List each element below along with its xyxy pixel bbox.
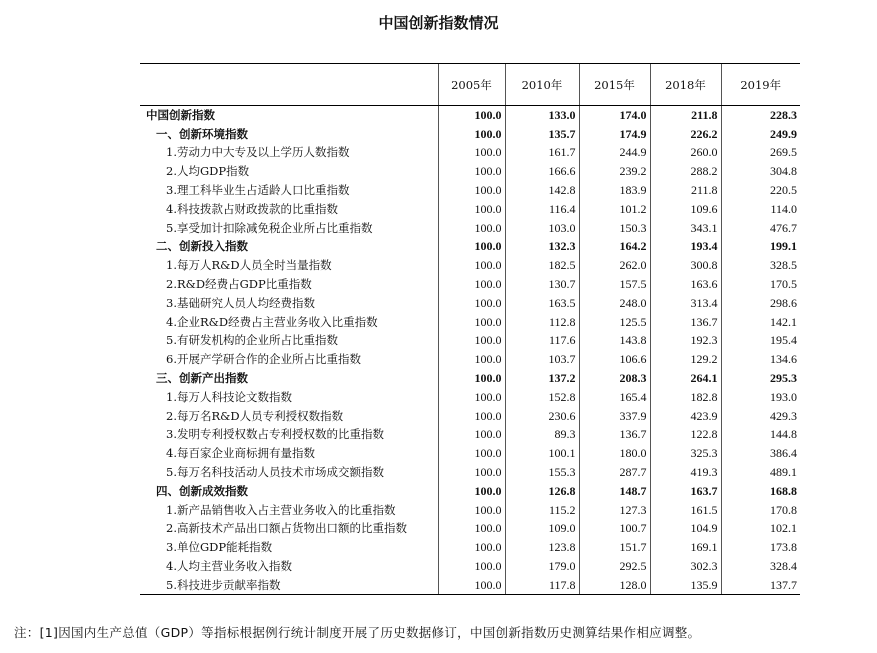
indicator-name: 4.每百家企业商标拥有量指数 (166, 446, 315, 461)
value-2019: 220.5 (721, 181, 800, 200)
indicator-name: 中国创新指数 (140, 106, 438, 125)
table-row (140, 369, 800, 388)
table-row (140, 293, 800, 312)
value-2015: 239.2 (579, 162, 650, 181)
value-2005: 100.0 (438, 500, 505, 519)
value-2018: 182.8 (650, 387, 721, 406)
indicator-name: 三、创新产出指数 (156, 371, 248, 386)
value-2018: 264.1 (650, 369, 721, 388)
value-2010: 130.7 (505, 275, 579, 294)
value-2015: 287.7 (579, 463, 650, 482)
value-2005: 100.0 (438, 406, 505, 425)
value-2018: 169.1 (650, 538, 721, 557)
table-row (140, 162, 800, 181)
value-2019: 199.1 (721, 237, 800, 256)
value-2015: 136.7 (579, 425, 650, 444)
indicator-name: 1.劳动力中大专及以上学历人数指数 (166, 145, 350, 160)
value-2018: 325.3 (650, 444, 721, 463)
value-2019: 114.0 (721, 199, 800, 218)
value-2015: 292.5 (579, 557, 650, 576)
table-title: 中国创新指数情况 (378, 14, 499, 32)
value-2018: 260.0 (650, 143, 721, 162)
value-2005: 100.0 (438, 237, 505, 256)
table-row (140, 181, 800, 200)
value-2019: 170.8 (721, 500, 800, 519)
value-2010: 123.8 (505, 538, 579, 557)
value-2015: 106.6 (579, 350, 650, 369)
indicator-name: 5.有研发机构的企业所占比重指数 (166, 333, 338, 348)
value-2010: 163.5 (505, 293, 579, 312)
value-2018: 122.8 (650, 425, 721, 444)
value-2018: 104.9 (650, 519, 721, 538)
value-2018: 163.6 (650, 275, 721, 294)
value-2019: 476.7 (721, 218, 800, 237)
indicator-name: 3.单位GDP能耗指数 (166, 540, 273, 555)
header-2018: 2018年 (650, 64, 721, 106)
value-2019: 269.5 (721, 143, 800, 162)
value-2010: 137.2 (505, 369, 579, 388)
innovation-index-table (140, 63, 800, 595)
indicator-name: 四、创新成效指数 (156, 483, 248, 498)
indicator-name: 2.每万名R&D人员专利授权数指数 (166, 408, 344, 423)
value-2005: 100.0 (438, 519, 505, 538)
indicator-name: 6.开展产学研合作的企业所占比重指数 (166, 352, 361, 367)
header-2015: 2015年 (579, 64, 650, 106)
table-row (140, 237, 800, 256)
header-indicator (140, 64, 438, 106)
value-2005: 100.0 (438, 162, 505, 181)
footnote: 注：[1]因国内生产总值（GDP）等指标根据例行统计制度开展了历史数据修订，中国创新指数历史测算结果作相应调整。 (14, 625, 701, 640)
value-2015: 262.0 (579, 256, 650, 275)
table-row (140, 256, 800, 275)
table-row (140, 463, 800, 482)
table-row (140, 199, 800, 218)
indicator-name: 4.企业R&D经费占主营业务收入比重指数 (166, 314, 378, 329)
indicator-name: 1.新产品销售收入占主营业务收入的比重指数 (166, 502, 396, 517)
value-2015: 148.7 (579, 481, 650, 500)
indicator-name: 一、创新环境指数 (156, 126, 248, 141)
table-row (140, 519, 800, 538)
value-2018: 211.8 (650, 181, 721, 200)
value-2005: 100.0 (438, 481, 505, 500)
value-2018: 300.8 (650, 256, 721, 275)
value-2010: 155.3 (505, 463, 579, 482)
value-2010: 103.7 (505, 350, 579, 369)
table-row (140, 387, 800, 406)
indicator-name: 2.高新技术产品出口额占货物出口额的比重指数 (166, 521, 407, 536)
value-2010: 112.8 (505, 312, 579, 331)
table-row (140, 218, 800, 237)
value-2015: 157.5 (579, 275, 650, 294)
value-2005: 100.0 (438, 350, 505, 369)
value-2019: 170.5 (721, 275, 800, 294)
indicator-name: 5.科技进步贡献率指数 (140, 575, 438, 594)
value-2015: 248.0 (579, 293, 650, 312)
value-2005: 100.0 (438, 199, 505, 218)
value-2015: 164.2 (579, 237, 650, 256)
indicator-name: 3.基础研究人员人均经费指数 (166, 295, 315, 310)
indicator-name: 2.R&D经费占GDP比重指数 (166, 277, 312, 292)
value-2005: 100.0 (438, 106, 505, 125)
value-2019: 193.0 (721, 387, 800, 406)
value-2010: 116.4 (505, 199, 579, 218)
table-row (140, 444, 800, 463)
value-2010: 115.2 (505, 500, 579, 519)
value-2010: 109.0 (505, 519, 579, 538)
value-2019: 298.6 (721, 293, 800, 312)
value-2005: 100.0 (438, 124, 505, 143)
value-2005: 100.0 (438, 256, 505, 275)
indicator-name: 二、创新投入指数 (156, 239, 248, 254)
value-2005: 100.0 (438, 275, 505, 294)
value-2018: 313.4 (650, 293, 721, 312)
value-2018: 135.9 (650, 575, 721, 594)
table-row (140, 124, 800, 143)
table-body (140, 106, 800, 595)
value-2018: 163.7 (650, 481, 721, 500)
table-row (140, 331, 800, 350)
value-2018: 419.3 (650, 463, 721, 482)
value-2019: 142.1 (721, 312, 800, 331)
value-2015: 151.7 (579, 538, 650, 557)
value-2005: 100.0 (438, 369, 505, 388)
indicator-name: 5.每万名科技活动人员技术市场成交额指数 (166, 465, 384, 480)
value-2010: 161.7 (505, 143, 579, 162)
value-2005: 100.0 (438, 425, 505, 444)
value-2010: 89.3 (505, 425, 579, 444)
indicator-name: 3.发明专利授权数占专利授权数的比重指数 (166, 427, 384, 442)
value-2019: 195.4 (721, 331, 800, 350)
value-2015: 100.7 (579, 519, 650, 538)
header-2010: 2010年 (505, 64, 579, 106)
value-2005: 100.0 (438, 557, 505, 576)
table-row (140, 406, 800, 425)
table-row (140, 350, 800, 369)
value-2018: 211.8 (650, 106, 721, 125)
value-2015: 101.2 (579, 199, 650, 218)
value-2005: 100.0 (438, 575, 505, 594)
value-2019: 144.8 (721, 425, 800, 444)
indicator-name: 4.人均主营业务收入指数 (166, 559, 292, 574)
table-row (140, 575, 800, 594)
value-2019: 328.5 (721, 256, 800, 275)
value-2005: 100.0 (438, 463, 505, 482)
value-2018: 136.7 (650, 312, 721, 331)
value-2005: 100.0 (438, 444, 505, 463)
value-2019: 295.3 (721, 369, 800, 388)
value-2018: 288.2 (650, 162, 721, 181)
value-2019: 429.3 (721, 406, 800, 425)
value-2010: 133.0 (505, 106, 579, 125)
value-2019: 228.3 (721, 106, 800, 125)
indicator-name: 1.每万人R&D人员全时当量指数 (166, 258, 332, 273)
value-2015: 180.0 (579, 444, 650, 463)
value-2010: 135.7 (505, 124, 579, 143)
value-2019: 168.8 (721, 481, 800, 500)
table-row (140, 106, 800, 125)
indicator-name: 2.人均GDP指数 (166, 164, 250, 179)
value-2005: 100.0 (438, 218, 505, 237)
value-2019: 386.4 (721, 444, 800, 463)
value-2018: 161.5 (650, 500, 721, 519)
header-row (140, 64, 800, 106)
value-2018: 343.1 (650, 218, 721, 237)
value-2005: 100.0 (438, 293, 505, 312)
value-2019: 102.1 (721, 519, 800, 538)
value-2018: 226.2 (650, 124, 721, 143)
value-2015: 174.0 (579, 106, 650, 125)
value-2018: 302.3 (650, 557, 721, 576)
value-2010: 182.5 (505, 256, 579, 275)
value-2015: 244.9 (579, 143, 650, 162)
value-2019: 328.4 (721, 557, 800, 576)
value-2010: 132.3 (505, 237, 579, 256)
value-2015: 150.3 (579, 218, 650, 237)
value-2019: 173.8 (721, 538, 800, 557)
value-2010: 152.8 (505, 387, 579, 406)
header-2005: 2005年 (438, 64, 505, 106)
value-2018: 109.6 (650, 199, 721, 218)
table-row (140, 143, 800, 162)
table-row (140, 275, 800, 294)
value-2018: 423.9 (650, 406, 721, 425)
value-2018: 193.4 (650, 237, 721, 256)
value-2015: 174.9 (579, 124, 650, 143)
table-row (140, 481, 800, 500)
value-2010: 166.6 (505, 162, 579, 181)
value-2019: 134.6 (721, 350, 800, 369)
value-2005: 100.0 (438, 538, 505, 557)
value-2015: 125.5 (579, 312, 650, 331)
value-2005: 100.0 (438, 387, 505, 406)
indicator-name: 5.享受加计扣除减免税企业所占比重指数 (166, 220, 373, 235)
value-2015: 128.0 (579, 575, 650, 594)
value-2018: 192.3 (650, 331, 721, 350)
indicator-name: 1.每万人科技论文数指数 (166, 389, 292, 404)
value-2005: 100.0 (438, 181, 505, 200)
value-2010: 179.0 (505, 557, 579, 576)
value-2018: 129.2 (650, 350, 721, 369)
value-2005: 100.0 (438, 312, 505, 331)
value-2015: 127.3 (579, 500, 650, 519)
value-2010: 117.6 (505, 331, 579, 350)
table-row (140, 538, 800, 557)
table-row (140, 425, 800, 444)
value-2019: 137.7 (721, 575, 800, 594)
value-2010: 230.6 (505, 406, 579, 425)
value-2005: 100.0 (438, 143, 505, 162)
table-row (140, 312, 800, 331)
value-2015: 183.9 (579, 181, 650, 200)
value-2015: 165.4 (579, 387, 650, 406)
value-2019: 304.8 (721, 162, 800, 181)
table-row (140, 557, 800, 576)
value-2010: 103.0 (505, 218, 579, 237)
table-row (140, 500, 800, 519)
value-2015: 143.8 (579, 331, 650, 350)
header-2019: 2019年 (721, 64, 800, 106)
value-2019: 249.9 (721, 124, 800, 143)
value-2010: 100.1 (505, 444, 579, 463)
value-2010: 117.8 (505, 575, 579, 594)
value-2010: 142.8 (505, 181, 579, 200)
indicator-name: 3.理工科毕业生占适龄人口比重指数 (166, 183, 350, 198)
value-2015: 337.9 (579, 406, 650, 425)
value-2015: 208.3 (579, 369, 650, 388)
value-2010: 126.8 (505, 481, 579, 500)
indicator-name: 4.科技拨款占财政拨款的比重指数 (166, 201, 338, 216)
value-2005: 100.0 (438, 331, 505, 350)
value-2019: 489.1 (721, 463, 800, 482)
